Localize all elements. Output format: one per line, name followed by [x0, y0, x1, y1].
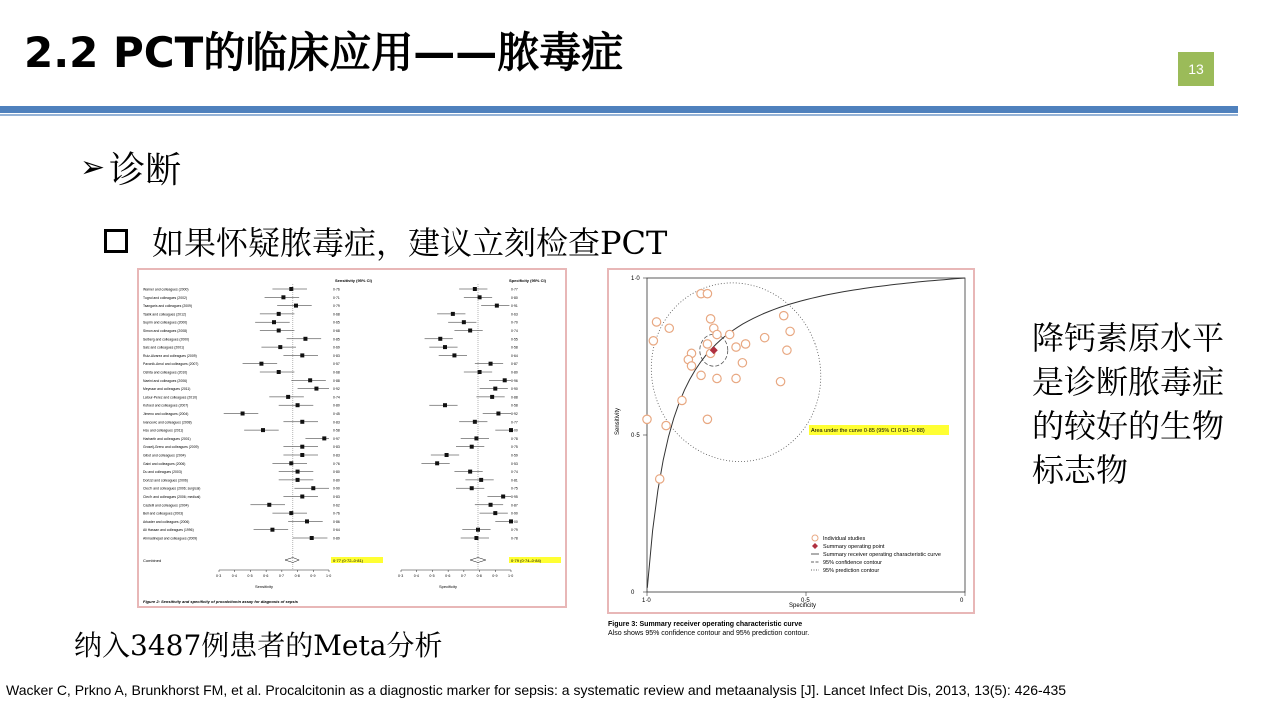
study-label: Naeini and colleagues (2006) [143, 378, 188, 383]
study-label: Meynaar and colleagues (2011) [143, 387, 191, 392]
bullet-level2 [104, 218, 667, 264]
spec-tick-label: 0·4 [413, 574, 419, 578]
study-point [732, 343, 740, 351]
sens-value: 0·97 [333, 436, 340, 441]
study-point [656, 475, 664, 483]
sens-value: 0·89 [333, 536, 340, 541]
legend-study-marker [812, 535, 818, 541]
spec-point [438, 337, 442, 341]
sens-value: 0·57 [333, 362, 340, 367]
study-label: Oshita and colleagues (2010) [143, 370, 188, 375]
study-label: Latour-Perez and colleagues (2010) [143, 395, 198, 400]
sens-value: 0·88 [333, 378, 340, 383]
spec-value: 1·00 [511, 519, 518, 524]
spec-tick-label: 0·3 [398, 574, 404, 578]
sens-point [314, 387, 318, 391]
spec-point [470, 486, 474, 490]
sens-value: 0·68 [333, 329, 340, 333]
spec-tick-label: 0·6 [445, 574, 451, 578]
spec-value: 0·81 [511, 478, 518, 483]
study-label: Ali Hassan and colleagues (1996) [143, 528, 194, 533]
spec-value: 0·91 [511, 304, 518, 309]
study-point [703, 340, 711, 348]
sroc-plot [609, 270, 973, 612]
spec-value: 0·74 [511, 470, 518, 475]
legend-label: Summary receiver operating characteristic curve [823, 552, 941, 558]
sens-point [241, 412, 245, 416]
reference-citation: Wacker C, Prkno A, Brunkhorst FM, et al. Procalcitonin as a diagnostic marker for sepsis: a systematic review and metaanalysis [J]. Lancet Infect Dis, 2013, 13(5): 426-435 [6, 682, 1067, 698]
sens-tick-label: 0·3 [216, 574, 222, 578]
study-point [741, 340, 749, 348]
study-point [703, 290, 711, 298]
y-tick-label: 0 [631, 590, 635, 596]
spec-point [493, 387, 497, 391]
sens-tick-label: 0·7 [278, 574, 285, 578]
spec-value: 0·92 [511, 412, 518, 416]
spec-value: 0·59 [511, 453, 518, 458]
spec-point [443, 345, 447, 349]
sens-point [296, 478, 300, 482]
spec-value: 0·77 [511, 420, 518, 425]
page-number-badge: 13 [1178, 52, 1214, 86]
study-point [706, 315, 714, 323]
sens-value: 0·62 [333, 503, 340, 508]
spec-point [489, 503, 493, 507]
x-tick-label: 1·0 [642, 598, 651, 604]
spec-point [468, 329, 472, 333]
side-line-2: 是诊断脓毒症 [1032, 363, 1225, 401]
sens-value: 0·76 [333, 287, 340, 292]
study-label: Warner and colleagues (2000) [143, 287, 189, 292]
study-point [732, 374, 740, 382]
spec-value: 0·87 [511, 362, 518, 367]
study-label: Tugrul and colleagues (2002) [143, 295, 187, 300]
spec-point [452, 353, 456, 357]
y-tick-label: 0·5 [631, 433, 640, 439]
sroc-figure [607, 268, 975, 614]
spec-value: 0·77 [511, 287, 518, 292]
study-label: Clec'h and colleagues (2006; medical) [143, 495, 201, 499]
sens-point [300, 495, 304, 499]
study-point [687, 362, 695, 370]
x-label-specificity: Specificity [439, 584, 458, 589]
study-point [725, 330, 733, 338]
sens-tick-label: 1·0 [326, 574, 332, 578]
sens-point [300, 420, 304, 424]
sens-point [278, 345, 282, 349]
figure3-caption-title: Figure 3: Summary receiver operating characteristic curve [608, 621, 803, 628]
sens-value: 0·83 [333, 495, 340, 499]
study-point [713, 330, 721, 338]
sens-point [294, 304, 298, 308]
sens-point [296, 470, 300, 474]
study-point [738, 359, 746, 367]
combined-label: Combined [143, 558, 162, 563]
study-label: Kofoed and colleagues (2007) [143, 403, 189, 408]
spec-value: 0·70 [511, 320, 518, 325]
sens-value: 0·90 [333, 486, 340, 491]
sens-point [300, 445, 304, 449]
sens-point [300, 453, 304, 457]
spec-value: 0·96 [511, 378, 518, 383]
spec-tick-label: 0·7 [460, 574, 467, 578]
spec-point [468, 470, 472, 474]
y-tick-label: 1·0 [631, 276, 640, 282]
spec-value: 0·80 [511, 295, 518, 300]
study-point [760, 333, 768, 341]
bullet-level1-text: 诊断 [109, 150, 182, 191]
legend-label: 95% prediction contour [823, 568, 880, 574]
spec-value: 0·79 [511, 528, 518, 533]
sens-tick-label: 0·6 [263, 574, 269, 578]
sens-point [267, 503, 271, 507]
spec-value: 0·78 [511, 536, 518, 541]
sens-value: 0·80 [333, 470, 340, 475]
study-point [662, 421, 670, 429]
spec-point [470, 445, 474, 449]
study-point [783, 346, 791, 354]
sens-point [296, 403, 300, 407]
study-label: Arkader and colleagues (2006) [143, 519, 190, 524]
x-tick-label: 0·5 [801, 598, 810, 604]
sens-point [259, 362, 263, 366]
sroc-y-label: Sensitivity [615, 407, 621, 435]
figure3-caption [608, 620, 809, 638]
sens-value: 0·74 [333, 395, 340, 400]
spec-tick-label: 0·5 [429, 574, 435, 578]
spec-value: 0·64 [511, 353, 518, 358]
spec-point [503, 378, 507, 382]
study-label: Pavcnik-Arnol and colleagues (2007) [143, 362, 199, 367]
sens-point [308, 378, 312, 382]
study-label: Castelli and colleagues (2004) [143, 503, 189, 508]
sens-value: 0·58 [333, 428, 340, 433]
spec-point [490, 395, 494, 399]
sens-value: 0·85 [333, 337, 340, 342]
spec-value: 0·55 [511, 337, 518, 342]
spec-point [493, 511, 497, 515]
spec-value: 0·88 [511, 395, 518, 400]
square-bullet-icon [104, 229, 128, 253]
spec-point [445, 453, 449, 457]
sens-value: 0·83 [333, 353, 340, 358]
study-point [678, 396, 686, 404]
spec-point [462, 320, 466, 324]
spec-point [451, 312, 455, 316]
spec-point [496, 412, 500, 416]
sens-point [300, 353, 304, 357]
spec-point [479, 478, 483, 482]
spec-value: 0·58 [511, 403, 518, 408]
sens-value: 0·79 [333, 304, 340, 309]
spec-value: 1·00 [511, 428, 518, 433]
study-label: Gaini and colleagues (2006) [143, 461, 186, 466]
title-divider [0, 106, 1238, 113]
sens-value: 0·45 [333, 412, 340, 416]
sens-point [277, 370, 281, 374]
sens-point [286, 395, 290, 399]
spec-header: Specificity (95% CI) [509, 278, 546, 283]
spec-tick-label: 0·9 [492, 574, 498, 578]
arrow-bullet-icon: ➢ [80, 150, 106, 185]
study-label: Hsu and colleagues (2011) [143, 428, 184, 433]
study-point [665, 324, 673, 332]
legend-summary-marker [812, 543, 818, 549]
forest-plot-figure [137, 268, 567, 608]
sens-value: 0·92 [333, 387, 340, 392]
spec-point [489, 362, 493, 366]
side-conclusion [1032, 316, 1262, 492]
study-label: Suprin and colleagues (2000) [143, 320, 188, 325]
spec-point [473, 420, 477, 424]
study-point [703, 415, 711, 423]
legend-label: 95% confidence contour [823, 560, 883, 566]
study-label: Selberg and colleagues (2000) [143, 337, 190, 342]
study-point [713, 374, 721, 382]
sens-value: 0·76 [333, 461, 340, 466]
spec-point [435, 461, 439, 465]
study-label: Clec'h and colleagues (2006; surgical) [143, 486, 201, 491]
study-label: Tsangaris and colleagues (2009) [143, 304, 193, 309]
combined-sens-value: 0·77 (0·72–0·81) [333, 558, 364, 563]
figure2-caption: Figure 2: Sensitivity and specificity of procalcitonin assay for diagnosis of sepsis [143, 599, 298, 604]
sens-point [305, 519, 309, 523]
spec-value: 0·87 [511, 503, 518, 508]
study-label: Jimeno and colleagues (2004) [143, 412, 189, 416]
sens-tick-label: 0·4 [231, 574, 237, 578]
study-point [649, 337, 657, 345]
sens-point [277, 329, 281, 333]
study-label: Dorizzi and colleagues (2006) [143, 478, 188, 483]
study-label: Bell and colleagues (2003) [143, 511, 184, 516]
sroc-x-label: Specificity [789, 603, 817, 609]
spec-value: 0·75 [511, 445, 518, 450]
spec-point [501, 495, 505, 499]
sens-value: 0·68 [333, 370, 340, 375]
combined-spec-value: 0·79 (0·74–0·84) [511, 558, 542, 563]
study-point [776, 377, 784, 385]
meta-analysis-note: 纳入3487例患者的Meta分析 [74, 629, 443, 662]
sens-point [310, 536, 314, 540]
spec-value: 0·90 [511, 511, 518, 516]
bullet-level2-text: 如果怀疑脓毒症，建议立刻检查PCT [152, 224, 668, 262]
legend-label: Summary operating point [823, 544, 885, 550]
sens-value: 0·71 [333, 295, 340, 300]
bullet-level1 [80, 142, 181, 193]
study-label: Ivancevic and colleagues (2008) [143, 420, 192, 425]
study-label: Gibot and colleagues (2004) [143, 453, 186, 458]
sens-value: 0·68 [333, 312, 340, 317]
study-label: Salc and colleagues (2001) [143, 345, 185, 350]
spec-value: 0·53 [511, 461, 518, 466]
sens-point [270, 528, 274, 532]
spec-point [473, 287, 477, 291]
spec-value: 0·74 [511, 329, 518, 333]
sens-point [311, 486, 315, 490]
page-title: 2.2 PCT的临床应用——脓毒症 [24, 28, 624, 77]
spec-value: 0·75 [511, 486, 518, 491]
sens-tick-label: 0·8 [294, 574, 300, 578]
sens-value: 0·76 [333, 511, 340, 516]
study-point [780, 311, 788, 319]
study-point [652, 318, 660, 326]
sens-value: 0·83 [333, 453, 340, 458]
x-tick-label: 0 [960, 598, 964, 604]
sens-value: 0·65 [333, 320, 340, 325]
side-line-1: 降钙素原水平 [1032, 319, 1225, 357]
sens-point [322, 436, 326, 440]
spec-tick-label: 1·0 [508, 574, 514, 578]
side-line-3: 的较好的生物 [1032, 407, 1225, 445]
sens-tick-label: 0·9 [310, 574, 316, 578]
study-label: Simon and colleagues (2008) [143, 329, 188, 333]
study-point [697, 371, 705, 379]
sens-value: 0·83 [333, 445, 340, 450]
spec-value: 0·95 [511, 495, 518, 499]
sens-value: 0·80 [333, 403, 340, 408]
sens-value: 0·83 [333, 420, 340, 425]
sens-value: 0·69 [333, 345, 340, 350]
spec-value: 0·80 [511, 370, 518, 375]
auc-label: Area under the curve 0·85 (95% CI 0·81–0·88) [811, 428, 925, 434]
study-label: Du and colleagues (2003) [143, 470, 182, 475]
title-divider-thin [0, 114, 1238, 116]
sens-value: 0·80 [333, 478, 340, 483]
study-label: Ahmadinejad and colleagues (2009) [143, 536, 198, 541]
x-label-sensitivity: Sensitivity [255, 584, 274, 589]
sens-point [281, 295, 285, 299]
sens-point [303, 337, 307, 341]
side-line-4: 标志物 [1032, 451, 1129, 489]
study-point [643, 415, 651, 423]
spec-tick-label: 0·8 [476, 574, 482, 578]
study-label: Tsalik and colleagues (2012) [143, 312, 186, 317]
study-label: Groselj-Grenc and colleagues (2009) [143, 445, 199, 450]
figure3-caption-sub: Also shows 95% confidence contour and 95% prediction contour. [608, 630, 810, 637]
study-point [786, 327, 794, 335]
sens-tick-label: 0·5 [247, 574, 253, 578]
study-label: Ruiz-Alvarez and colleagues (2009) [143, 353, 197, 358]
forest-plot [139, 270, 565, 606]
spec-point [443, 403, 447, 407]
spec-value: 0·90 [511, 387, 518, 392]
spec-value: 0·63 [511, 312, 518, 317]
legend-label: Individual studies [823, 536, 866, 542]
spec-value: 0·58 [511, 345, 518, 350]
sens-value: 0·86 [333, 519, 340, 524]
sens-point [277, 312, 281, 316]
spec-point [495, 304, 499, 308]
sens-point [272, 320, 276, 324]
combined-sens-diamond [285, 558, 299, 563]
sens-value: 0·64 [333, 528, 340, 533]
sens-header: Sensitivity (95% CI) [335, 278, 372, 283]
spec-value: 0·78 [511, 436, 518, 441]
study-label: Harbarth and colleagues (2001) [143, 436, 191, 441]
sens-point [261, 428, 265, 432]
